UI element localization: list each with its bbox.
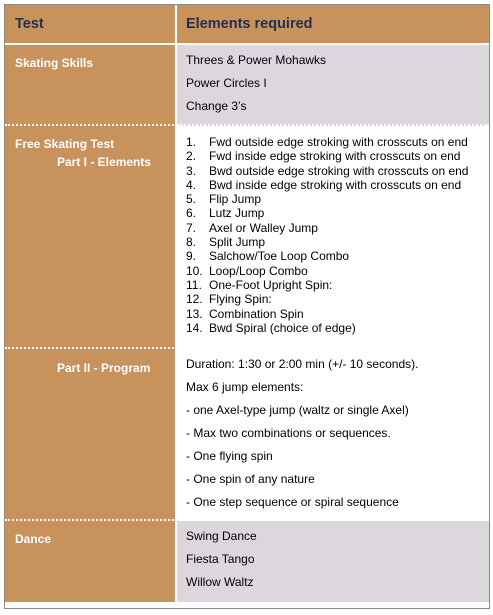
label-dance: Dance bbox=[15, 532, 52, 546]
list-item: 3. Bwd outside edge stroking with crosscuts on end bbox=[186, 163, 469, 178]
skating-test-table-frame bbox=[4, 4, 490, 609]
label-free-skating-test: Free Skating Test bbox=[15, 137, 115, 151]
skating-skill-item: Threes & Power Mohawks bbox=[186, 53, 327, 67]
row-free-skating-part1 bbox=[5, 126, 489, 349]
header-elements-required: Elements required bbox=[177, 5, 489, 45]
list-item: 12. Flying Spin: bbox=[186, 292, 272, 307]
program-line: - Max two combinations or sequences. bbox=[186, 426, 391, 440]
label-skating-skills: Skating Skills bbox=[15, 56, 94, 70]
program-line: - One flying spin bbox=[186, 449, 273, 463]
list-item: 8. Split Jump bbox=[186, 235, 266, 250]
list-item: 14. Bwd Spiral (choice of edge) bbox=[186, 320, 356, 335]
dance-item: Fiesta Tango bbox=[186, 552, 255, 566]
program-line: Max 6 jump elements: bbox=[186, 380, 304, 394]
list-item: 9. Salchow/Toe Loop Combo bbox=[186, 249, 350, 264]
list-item: 6. Lutz Jump bbox=[186, 206, 265, 221]
dance-item: Swing Dance bbox=[186, 529, 257, 543]
skating-skill-item: Change 3’s bbox=[186, 99, 247, 113]
list-item: 13. Combination Spin bbox=[186, 306, 304, 321]
program-line: - One step sequence or spiral sequence bbox=[186, 495, 399, 509]
program-line: Duration: 1:30 or 2:00 min (+/- 10 seconds). bbox=[186, 357, 419, 371]
list-item: 11. One-Foot Upright Spin: bbox=[186, 277, 333, 292]
label-part1-elements: Part I - Elements bbox=[57, 155, 152, 169]
table-header-row bbox=[5, 5, 489, 45]
skating-skill-item: Power Circles I bbox=[186, 76, 267, 90]
row-free-skating-part2 bbox=[5, 349, 489, 521]
elements-list bbox=[177, 126, 489, 335]
list-item: 4. Bwd inside edge stroking with crosscuts on end bbox=[186, 177, 462, 192]
row-dance bbox=[5, 521, 489, 602]
list-item: 1. Fwd outside edge stroking with crosscuts on end bbox=[186, 135, 468, 149]
list-item: 7. Axel or Walley Jump bbox=[186, 220, 318, 235]
program-line: - One spin of any nature bbox=[186, 472, 315, 486]
dance-item: Willow Waltz bbox=[186, 575, 254, 589]
row-skating-skills bbox=[5, 45, 489, 126]
program-line: - one Axel-type jump (waltz or single Axel) bbox=[186, 403, 409, 417]
list-item: 5. Flip Jump bbox=[186, 192, 262, 207]
header-test: Test bbox=[5, 5, 177, 45]
list-item: 2. Fwd inside edge stroking with crosscuts on end bbox=[186, 149, 461, 164]
skating-test-table bbox=[5, 5, 489, 602]
label-part2-program: Part II - Program bbox=[57, 361, 151, 375]
list-item: 10. Loop/Loop Combo bbox=[186, 263, 308, 278]
